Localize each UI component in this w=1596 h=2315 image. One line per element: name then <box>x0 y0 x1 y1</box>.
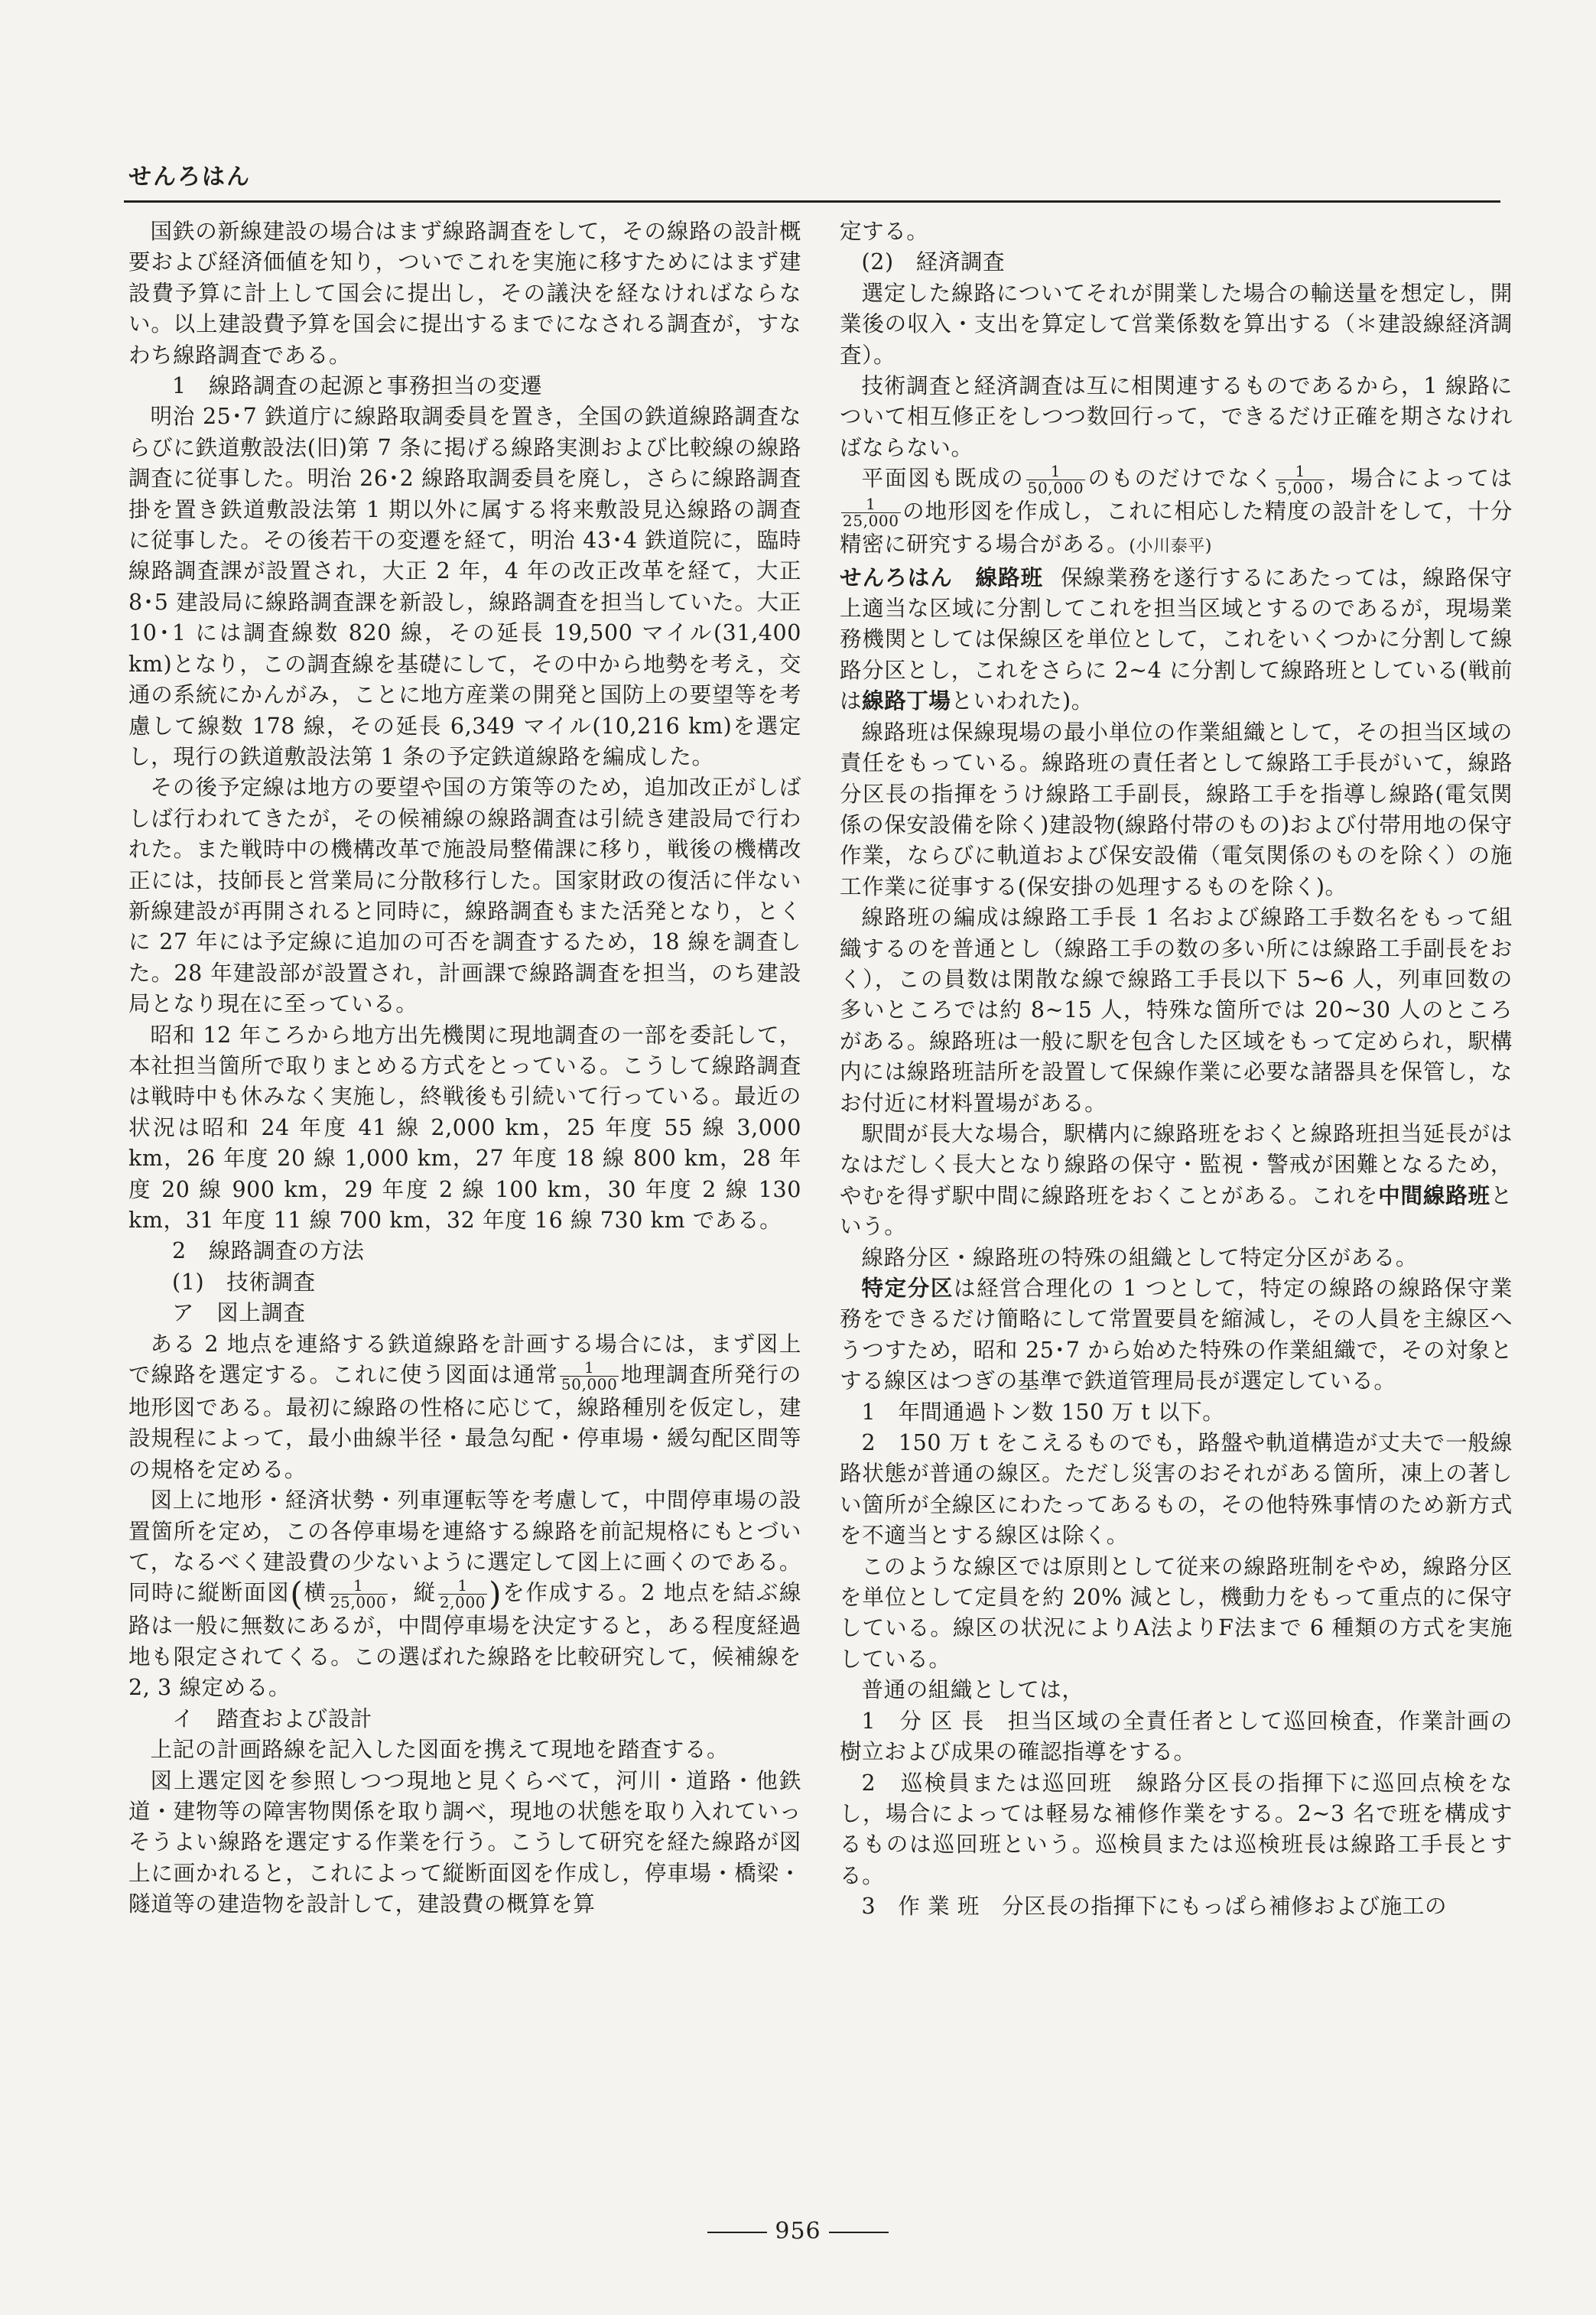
fraction: $\frac{1}{25,000}$ <box>330 1576 387 1612</box>
running-header: せんろはん <box>128 164 251 190</box>
author-signature: (小川泰平) <box>1129 537 1213 557</box>
fraction: $\frac{1}{2,000}$ <box>439 1576 486 1612</box>
paragraph: 昭和 12 年ころから地方出先機関に現地調査の一部を委託して，本社担当箇所で取りまとめる方式をとっている。こうして線路調査は戦時中も休みなく実施し，終戦後も引続いて行っている。最近の状況は昭和 24 年度 41 線 2,000 km，25 年度 55 線 3,000 km，26 年度 20 線 1,000 km，27 年度 18 線 800 km，28 年度 20 線 900 km，29 年度 2 線 100 km，30 年度 2 線 130 km，31 年度 11 線 700 km，32 年度 16 線 730 km である。 <box>128 1022 801 1233</box>
paragraph: 国鉄の新線建設の場合はまず線路調査をして，その線路の設計概要および経済価値を知り，ついでこれを実施に移すためにはまず建設費予算に計上して国会に提出し，その議決を経なければならない。以上建設費予算を国会に提出するまでになされる調査が，すなわち線路調査である。 <box>128 219 801 368</box>
list-item: 3 作 業 班 分区長の指揮下にもっぱら補修および施工の <box>861 1894 1448 1920</box>
fraction: $\frac{1}{25,000}$ <box>843 495 899 531</box>
paragraph: 普通の組織としては， <box>861 1677 1084 1703</box>
paragraph: 平面図も既成の $\frac{1}{50,000}$ のものだけでなく $\frac{1}{5,000}$ ，場合によっては $\frac{1}{25,000}$ の地形図を作成し，これに相応した精度の設計をして，十分精密に研究する場合がある。(小川泰平) <box>840 462 1513 558</box>
paragraph: 技術調査と経済調査は互に相関連するものであるから，1 線路について相互修正をしつつ数回行って，できるだけ正確を期さなければならない。 <box>840 373 1513 460</box>
list-item: 2 150 万 t をこえるものでも，路盤や軌道構造が丈夫で一般線路状態が普通の線区。ただし災害のおそれがある箇所，凍上の著しい箇所が全線区にわたってあるもの，その他特殊事情のため新方式を不適当とする線区は除く。 <box>840 1430 1513 1549</box>
paragraph: 図上選定図を参照しつつ現地と見くらべて，河川・道路・他鉄道・建物等の障害物関係を取り調べ，現地の状態を取り入れていっそうよい線路を選定する作業を行う。こうして研究を経た線路が図上に画かれると，これによって縦断面図を作成し，停車場・橋梁・隧道等の建造物を設計して，建設費の概算を算 <box>128 1767 801 1917</box>
fraction: $\frac{1}{50,000}$ <box>1027 462 1084 498</box>
paragraph: 線路分区・線路班の特殊の組織として特定分区がある。 <box>861 1244 1419 1270</box>
paragraph: 図上に地形・経済状勢・列車運転等を考慮して，中間停車場の設置箇所を定め，この各停車場を連絡する線路を前記規格にもとづいて，なるべく建設費の少ないように選定して図上に画くのである。同時に縦断面図(横 $\frac{1}{25,000}$ ，縦 $\frac{1}{2,000}$ )を作成する。2 地点を結ぶ線路は一般に無数にあるが，中間停車場を決定すると，ある程度経過地も限定されてくる。この選ばれた線路を比較研究して，候補線を 2, 3 線定める。 <box>128 1488 802 1701</box>
page-footer <box>0 2218 1596 2245</box>
entry-paragraph: せんろはん 線路班 保線業務を遂行するにあたっては，線路保守上適当な区域に分割してこれを担当区域とするのであるが，現場業務機関としては保線区を単位として，これをいくつかに分割して線路分区とし，これをさらに 2~4 に分割して線路班としている(戦前は線路丁場といわれた)。 <box>840 564 1513 714</box>
right-column <box>840 216 1513 1923</box>
list-item: 2 巡検員または巡回班 線路分区長の指揮下に巡回点検をなし，場合によっては軽易な補修作業をする。2~3 名で班を構成するものは巡回班という。巡検員または巡検班長は線路工手長とする。 <box>840 1770 1513 1888</box>
subsection-heading: ア 図上調査 <box>172 1300 306 1326</box>
paragraph: 線路班の編成は線路工手長 1 名および線路工手数名をもって組織するのを普通とし（線路工手の数の多い所には線路工手副長をおく），この員数は閑散な線で線路工手長以下 5~6 人，列車回数の多いところでは約 8~15 人，特殊な箇所では 20~30 人のところがある。線路班は一般に駅を包含した区域をもって定められ，駅構内には線路班詰所を設置して保線作業に必要な諸器具を保管し，なお付近に材料置場がある。 <box>840 905 1513 1116</box>
paragraph: 明治 25･7 鉄道庁に線路取調委員を置き，全国の鉄道線路調査ならびに鉄道敷設法(旧)第 7 条に掲げる線路実測および比較線の線路調査に従事した。明治 26･2 線路取調委員を廃し，さらに線路調査掛を置き鉄道敷設法第 1 期以外に属する将来敷設見込線路の調査に従事した。その後若干の変遷を経て，明治 43･4 鉄道院に，臨時線路調査課が設置され，大正 2 年，4 年の改正改革を経て，大正 8･5 建設局に線路調査課を新設し，線路調査を担当していた。大正 10･1 には調査線数 820 線，その延長 19,500 マイル(31,400 km)となり，この調査線を基礎にして，その中から地勢を考え，交通の系統にかんがみ，ことに地方産業の開発と国防上の要望等を考慮して線数 178 線，その延長 6,349 マイル(10,216 km)を選定し，現行の鉄道敷設法第 1 条の予定鉄道線路を編成した。 <box>128 404 801 769</box>
paragraph: 定する。 <box>840 219 929 244</box>
list-item: 1 年間通過トン数 150 万 t 以下。 <box>861 1399 1225 1425</box>
subsection-heading: イ 踏査および設計 <box>172 1705 372 1731</box>
fraction: $\frac{1}{50,000}$ <box>561 1358 618 1394</box>
paragraph: 線路班は保線現場の最小単位の作業組織として，その担当区域の責任をもっている。線路班の責任者として線路工手長がいて，線路分区長の指揮をうけ線路工手副長，線路工手を指導し線路(電気関係の保安設備を除く)建設物(線路付帯のもの)および付帯用地の保守作業，ならびに軌道および保安設備（電気関係のものを除く）の施工作業に従事する(保安掛の処理するものを除く)。 <box>840 719 1513 899</box>
page-number: 956 <box>775 2218 821 2245</box>
section-heading: 1 線路調査の起源と事務担当の変遷 <box>172 373 543 399</box>
paragraph: その後予定線は地方の要望や国の方策等のため，追加改正がしばしば行われてきたが，その候補線の線路調査は引続き建設局で行われた。また戦時中の機構改革で施設局整備課に移り，戦後の機構改正には，技師長と営業局に分散移行した。国家財政の復活に伴ない新線建設が再開されると同時に，線路調査もまた活発となり，とくに 27 年には予定線に追加の可否を調査するため，18 線を調査した。28 年建設部が設置され，計画課で線路調査を担当，のち建設局となり現在に至っている。 <box>128 775 801 1017</box>
paragraph: 駅間が長大な場合，駅構内に線路班をおくと線路班担当延長がはなはだしく長大となり線路の保守・監視・警戒が困難となるため，やむを得ず駅中間に線路班をおくことがある。これを中間線路班という。 <box>840 1120 1513 1240</box>
section-heading: 2 線路調査の方法 <box>172 1238 365 1264</box>
entry-term: せんろはん 線路班 <box>840 564 1044 590</box>
paragraph: 特定分区は経営合理化の 1 つとして，特定の線路の線路保守業務をできるだけ簡略にして常置要員を縮減し，その人員を主線区へうつすため，昭和 25･7 から始めた特殊の作業組織で，その対象とする線区はつぎの基準で鉄道管理局長が選定している。 <box>840 1276 1513 1394</box>
list-item: 1 分 区 長 担当区域の全責任者として巡回検査，作業計画の樹立および成果の確認指導をする。 <box>840 1708 1513 1765</box>
paragraph: このような線区では原則として従来の線路班制をやめ，線路分区を単位として定員を約 20% 減とし，機動力をもって重点的に保守している。線区の状況によりA法よりF法まで 6 種類の方式を実施している。 <box>840 1553 1513 1672</box>
paragraph: 上記の計画路線を記入した図面を携えて現地を踏査する。 <box>150 1737 730 1763</box>
paragraph: 選定した線路についてそれが開業した場合の輸送量を想定し，開業後の収入・支出を算定して営業係数を算出する（＊建設線経済調査）。 <box>840 280 1513 368</box>
paragraph: ある 2 地点を連絡する鉄道線路を計画する場合には，まず図上で線路を選定する。これに使う図面は通常 $\frac{1}{50,000}$ 地理調査所発行の地形図である。最初に線路の性格に応じて，線路種別を仮定し，建設規程によって，最小曲線半径・最急勾配・停車場・緩勾配区間等の規格を定める。 <box>128 1331 801 1482</box>
subsection-heading: (2) 経済調査 <box>861 249 1006 275</box>
header-rule <box>124 200 1500 203</box>
fraction: $\frac{1}{5,000}$ <box>1277 462 1324 498</box>
subsection-heading: (1) 技術調査 <box>172 1269 316 1295</box>
left-column <box>128 216 801 1920</box>
